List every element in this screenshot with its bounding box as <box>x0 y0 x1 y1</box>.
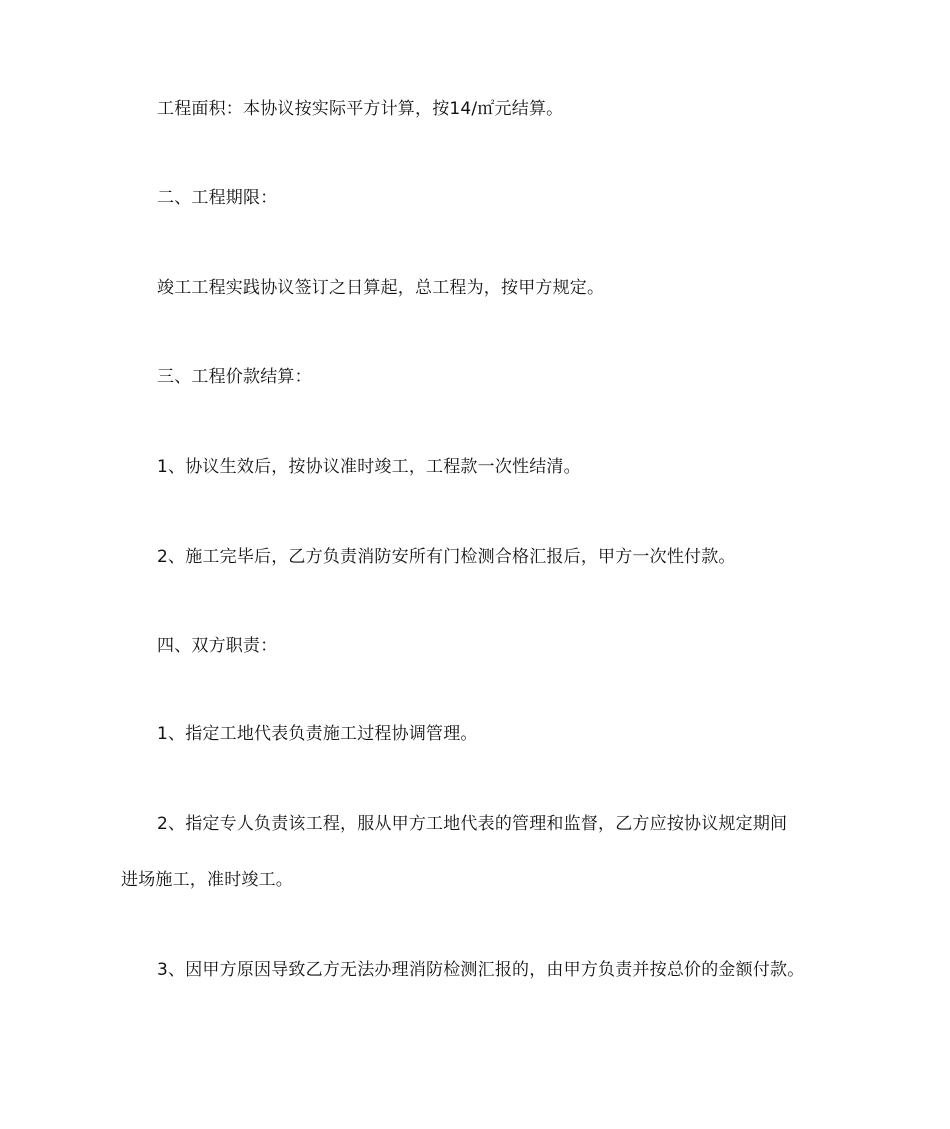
paragraph-completion-date: 竣工工程实践协议签订之日算起，总工程为，按甲方规定。 <box>157 278 605 298</box>
list-item-settlement-1: 1、协议生效后，按协议准时竣工，工程款一次性结清。 <box>157 457 581 477</box>
list-item-responsibility-2-continued: 进场施工，准时竣工。 <box>121 870 293 890</box>
heading-price-settlement: 三、工程价款结算： <box>157 367 312 387</box>
heading-project-period: 二、工程期限： <box>157 188 278 208</box>
list-item-responsibility-1: 1、指定工地代表负责施工过程协调管理。 <box>157 724 478 744</box>
list-item-responsibility-2: 2、指定专人负责该工程，服从甲方工地代表的管理和监督，乙方应按协议规定期间 <box>157 814 788 834</box>
list-item-settlement-2: 2、施工完毕后，乙方负责消防安所有门检测合格汇报后，甲方一次性付款。 <box>157 547 736 567</box>
list-item-responsibility-3: 3、因甲方原因导致乙方无法办理消防检测汇报的，由甲方负责并按总价的金额付款。 <box>157 960 805 980</box>
paragraph-area-settlement: 工程面积：本协议按实际平方计算，按14/㎡元结算。 <box>157 99 564 119</box>
heading-responsibilities: 四、双方职责： <box>157 636 278 656</box>
